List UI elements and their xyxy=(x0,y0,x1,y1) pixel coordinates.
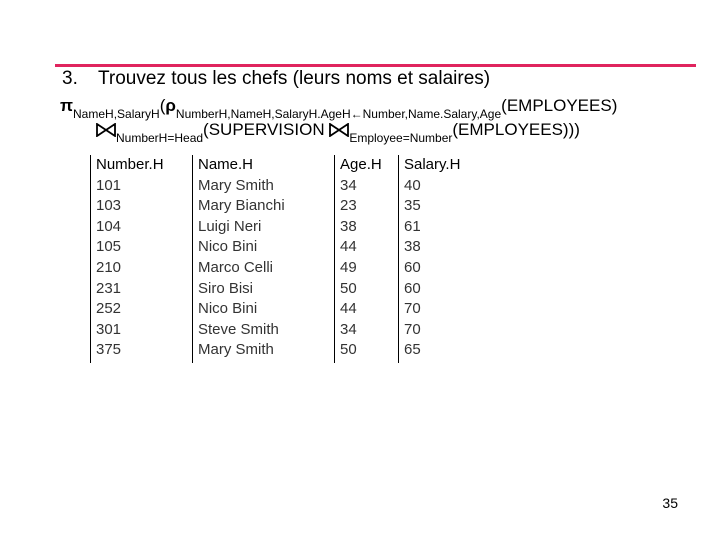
table-cell: 61 xyxy=(404,217,421,235)
column-header: Age.H xyxy=(340,156,382,173)
table-cell: 70 xyxy=(404,320,421,338)
join-condition-2: Employee=Number xyxy=(349,131,453,145)
question-text: Trouvez tous les chefs (leurs noms et salaires) xyxy=(98,68,491,89)
table-cell: Nico Bini xyxy=(198,238,258,256)
column-name-h xyxy=(192,155,285,363)
open-paren: ( xyxy=(159,96,166,115)
table-cell: 35 xyxy=(404,197,421,215)
table-cell: Mary Bianchi xyxy=(198,197,285,215)
table-cell: 60 xyxy=(404,258,421,276)
table-cell: 375 xyxy=(96,341,122,359)
table-cell: 49 xyxy=(340,258,357,276)
question-heading xyxy=(62,68,490,90)
table-cell: 65 xyxy=(404,341,421,359)
join-icon xyxy=(329,122,349,136)
projection-attributes: NameH,SalaryH xyxy=(73,107,160,121)
rename-symbol: ρ xyxy=(165,96,176,115)
table-cell: Marco Celli xyxy=(198,258,274,276)
column-header: Salary.H xyxy=(404,156,461,173)
projection-symbol: π xyxy=(60,96,74,115)
table-cell: Mary Smith xyxy=(198,341,274,359)
expression-line-2 xyxy=(96,120,580,145)
column-age-h xyxy=(334,155,382,363)
table-cell: 301 xyxy=(96,320,122,338)
table-cell: 50 xyxy=(340,279,357,297)
join-icon xyxy=(96,122,116,136)
table-cell: 101 xyxy=(96,176,122,194)
table-cell: 103 xyxy=(96,197,122,215)
table-cell: Nico Bini xyxy=(198,300,258,318)
table-cell: 40 xyxy=(404,176,421,194)
question-number: 3. xyxy=(62,68,78,89)
table-cell: 38 xyxy=(404,238,421,256)
table-cell: 60 xyxy=(404,279,421,297)
table-cell: 38 xyxy=(340,217,357,235)
table-cell: 231 xyxy=(96,279,122,297)
column-header: Number.H xyxy=(96,156,164,173)
rename-attributes: NumberH,NameH,SalaryH.AgeH←Number,Name.Salary,Age xyxy=(175,107,502,121)
expression-line-1 xyxy=(60,96,618,121)
table-cell: 104 xyxy=(96,217,122,235)
table-cell: 44 xyxy=(340,238,357,256)
table-cell: 50 xyxy=(340,341,357,359)
table-cell: 23 xyxy=(340,197,357,215)
table-cell: 105 xyxy=(96,238,122,256)
table-cell: 34 xyxy=(340,176,357,194)
table-cell: 70 xyxy=(404,300,421,318)
header-rule xyxy=(55,64,696,67)
table-cell: 210 xyxy=(96,258,122,276)
employees-relation-1: (EMPLOYEES) xyxy=(501,96,618,115)
table-cell: Steve Smith xyxy=(198,320,279,338)
column-salary-h xyxy=(398,155,460,363)
table-cell: Mary Smith xyxy=(198,176,274,194)
table-cell: 44 xyxy=(340,300,357,318)
column-number-h xyxy=(90,155,164,363)
table-cell: 252 xyxy=(96,300,122,318)
employees-relation-2: (EMPLOYEES))) xyxy=(452,120,580,139)
column-header: Name.H xyxy=(198,156,254,173)
supervision-relation: (SUPERVISION xyxy=(203,120,330,139)
table-cell: Siro Bisi xyxy=(198,279,254,297)
page-number: 35 xyxy=(662,495,678,511)
table-cell: 34 xyxy=(340,320,357,338)
table-cell: Luigi Neri xyxy=(198,217,262,235)
join-condition-1: NumberH=Head xyxy=(116,131,204,145)
